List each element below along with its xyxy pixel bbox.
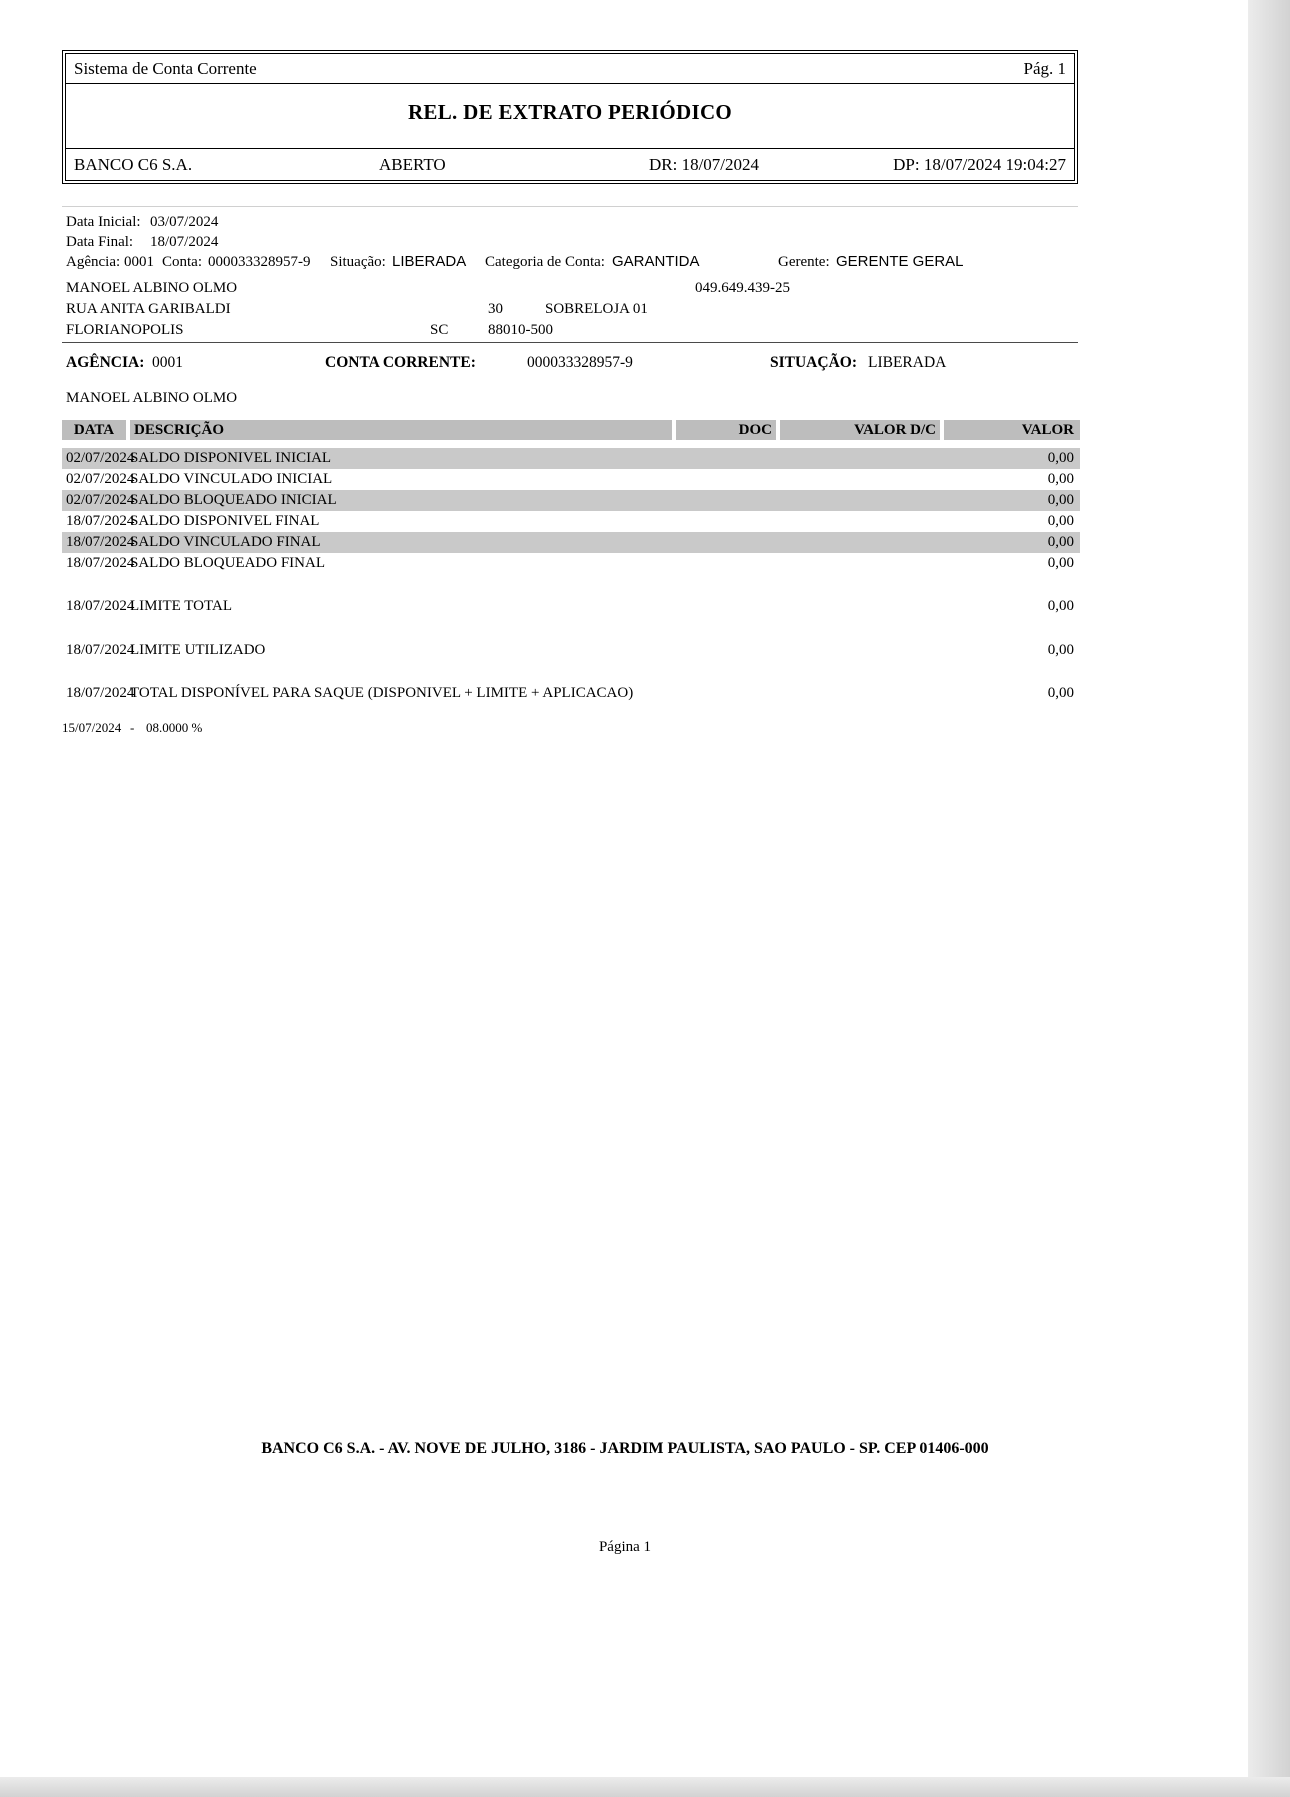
row-description: SALDO VINCULADO INICIAL: [130, 471, 333, 487]
row-description: LIMITE UTILIZADO: [130, 642, 266, 658]
customer-cep: 88010-500: [488, 322, 553, 338]
report-dr-date: DR: 18/07/2024: [649, 155, 760, 174]
customer-state: SC: [430, 322, 449, 338]
data-final-value: 18/07/2024: [150, 234, 219, 250]
account-agencia-value: 0001: [152, 354, 183, 371]
table-row-limite-total: [62, 596, 1080, 617]
row-description: SALDO DISPONIVEL FINAL: [130, 513, 320, 529]
row-value: 0,00: [1047, 685, 1074, 701]
table-row: [62, 511, 1080, 532]
customer-street: RUA ANITA GARIBALDI: [66, 301, 231, 317]
account-summary-line: [62, 352, 1078, 374]
customer-complement: SOBRELOJA 01: [545, 301, 648, 317]
filters-block: [62, 212, 1078, 272]
customer-document-number: 049.649.439-25: [695, 280, 790, 296]
row-date: 18/07/2024: [66, 534, 135, 550]
divider-top: [62, 206, 1078, 207]
row-description: LIMITE TOTAL: [130, 598, 232, 614]
categoria-label: Categoria de Conta:: [485, 254, 605, 270]
col-header-valor: VALOR: [944, 420, 1080, 440]
row-date: 18/07/2024: [66, 555, 135, 571]
row-value: 0,00: [1047, 642, 1074, 658]
customer-number: 30: [488, 301, 503, 317]
header-bottom-row: [66, 148, 1074, 180]
row-date: 02/07/2024: [66, 450, 135, 466]
system-title: Sistema de Conta Corrente: [74, 59, 257, 78]
customer-street-line: [62, 299, 1078, 320]
situacao-value: LIBERADA: [392, 253, 467, 270]
page-label: Pág. 1: [1023, 59, 1066, 78]
data-inicial-label: Data Inicial:: [66, 214, 141, 230]
rate-value: 08.0000 %: [146, 720, 203, 735]
row-date: 02/07/2024: [66, 471, 135, 487]
account-conta-value: 000033328957-9: [527, 354, 633, 371]
gerente-label: Gerente:: [778, 254, 830, 270]
col-header-doc: DOC: [676, 420, 776, 440]
row-value: 0,00: [1047, 598, 1074, 614]
customer-city: FLORIANOPOLIS: [66, 322, 184, 338]
statement-table: [62, 420, 1080, 735]
row-value: 0,00: [1047, 513, 1074, 529]
rate-separator: -: [130, 720, 135, 735]
agencia-label: Agência:: [66, 254, 121, 270]
filters-line-data-inicial: [62, 212, 1078, 232]
agencia-value: 0001: [124, 254, 154, 270]
table-header-row: [62, 420, 1080, 440]
row-date: 02/07/2024: [66, 492, 135, 508]
situacao-label: Situação:: [330, 254, 386, 270]
account-holder-name: MANOEL ALBINO OLMO: [66, 390, 238, 406]
customer-block: [62, 278, 1078, 341]
row-date: 18/07/2024: [66, 598, 135, 614]
row-value: 0,00: [1047, 450, 1074, 466]
table-row: [62, 490, 1080, 511]
categoria-value: GARANTIDA: [612, 253, 700, 270]
table-row: [62, 448, 1080, 469]
data-final-label: Data Final:: [66, 234, 134, 250]
row-value: 0,00: [1047, 492, 1074, 508]
filters-line-data-final: [62, 232, 1078, 252]
conta-label: Conta:: [162, 254, 202, 270]
row-description: SALDO BLOQUEADO INICIAL: [130, 492, 337, 508]
col-header-descricao: DESCRIÇÃO: [130, 420, 672, 440]
row-description: TOTAL DISPONÍVEL PARA SAQUE (DISPONIVEL + LIMITE + APLICACAO): [130, 685, 634, 701]
table-row-limite-utilizado: [62, 640, 1080, 661]
bank-name: BANCO C6 S.A.: [74, 155, 193, 174]
table-row: [62, 532, 1080, 553]
row-value: 0,00: [1047, 471, 1074, 487]
filters-line-account: [62, 252, 1078, 272]
scan-edge-right: [1248, 0, 1290, 1797]
scan-edge-bottom: [0, 1777, 1290, 1797]
report-title: REL. DE EXTRATO PERIÓDICO: [407, 100, 733, 124]
account-situacao-value: LIBERADA: [868, 354, 947, 371]
gerente-value: GERENTE GERAL: [836, 253, 964, 270]
footer-page-number: Página 1: [598, 1539, 652, 1555]
col-header-data: DATA: [62, 420, 126, 440]
col-header-valor-dc: VALOR D/C: [780, 420, 940, 440]
account-situacao-label: SITUAÇÃO:: [770, 354, 857, 371]
customer-city-line: [62, 320, 1078, 341]
table-row: [62, 553, 1080, 574]
account-agencia-label: AGÊNCIA:: [66, 354, 145, 371]
row-date: 18/07/2024: [66, 513, 135, 529]
conta-value: 000033328957-9: [208, 254, 311, 270]
row-date: 18/07/2024: [66, 685, 135, 701]
footer-bank-address: BANCO C6 S.A. - AV. NOVE DE JULHO, 3186 - JARDIM PAULISTA, SAO PAULO - SP. CEP 01406-000: [261, 1440, 989, 1457]
report-dp-timestamp: DP: 18/07/2024 19:04:27: [893, 155, 1066, 174]
customer-name: MANOEL ALBINO OLMO: [66, 280, 238, 296]
row-value: 0,00: [1047, 555, 1074, 571]
row-date: 18/07/2024: [66, 642, 135, 658]
customer-name-line: [62, 278, 1078, 299]
rate-line: [62, 719, 1080, 737]
table-row-total-disponivel: [62, 683, 1080, 704]
row-description: SALDO BLOQUEADO FINAL: [130, 555, 325, 571]
data-inicial-value: 03/07/2024: [150, 214, 219, 230]
divider-customer: [62, 342, 1078, 343]
account-conta-label: CONTA CORRENTE:: [325, 354, 476, 371]
row-description: SALDO VINCULADO FINAL: [130, 534, 321, 550]
row-description: SALDO DISPONIVEL INICIAL: [130, 450, 332, 466]
header-top-row: [66, 54, 1074, 84]
table-row: [62, 469, 1080, 490]
report-header-box: [62, 50, 1078, 184]
report-status: ABERTO: [379, 155, 446, 174]
rate-date: 15/07/2024: [62, 720, 122, 735]
row-value: 0,00: [1047, 534, 1074, 550]
